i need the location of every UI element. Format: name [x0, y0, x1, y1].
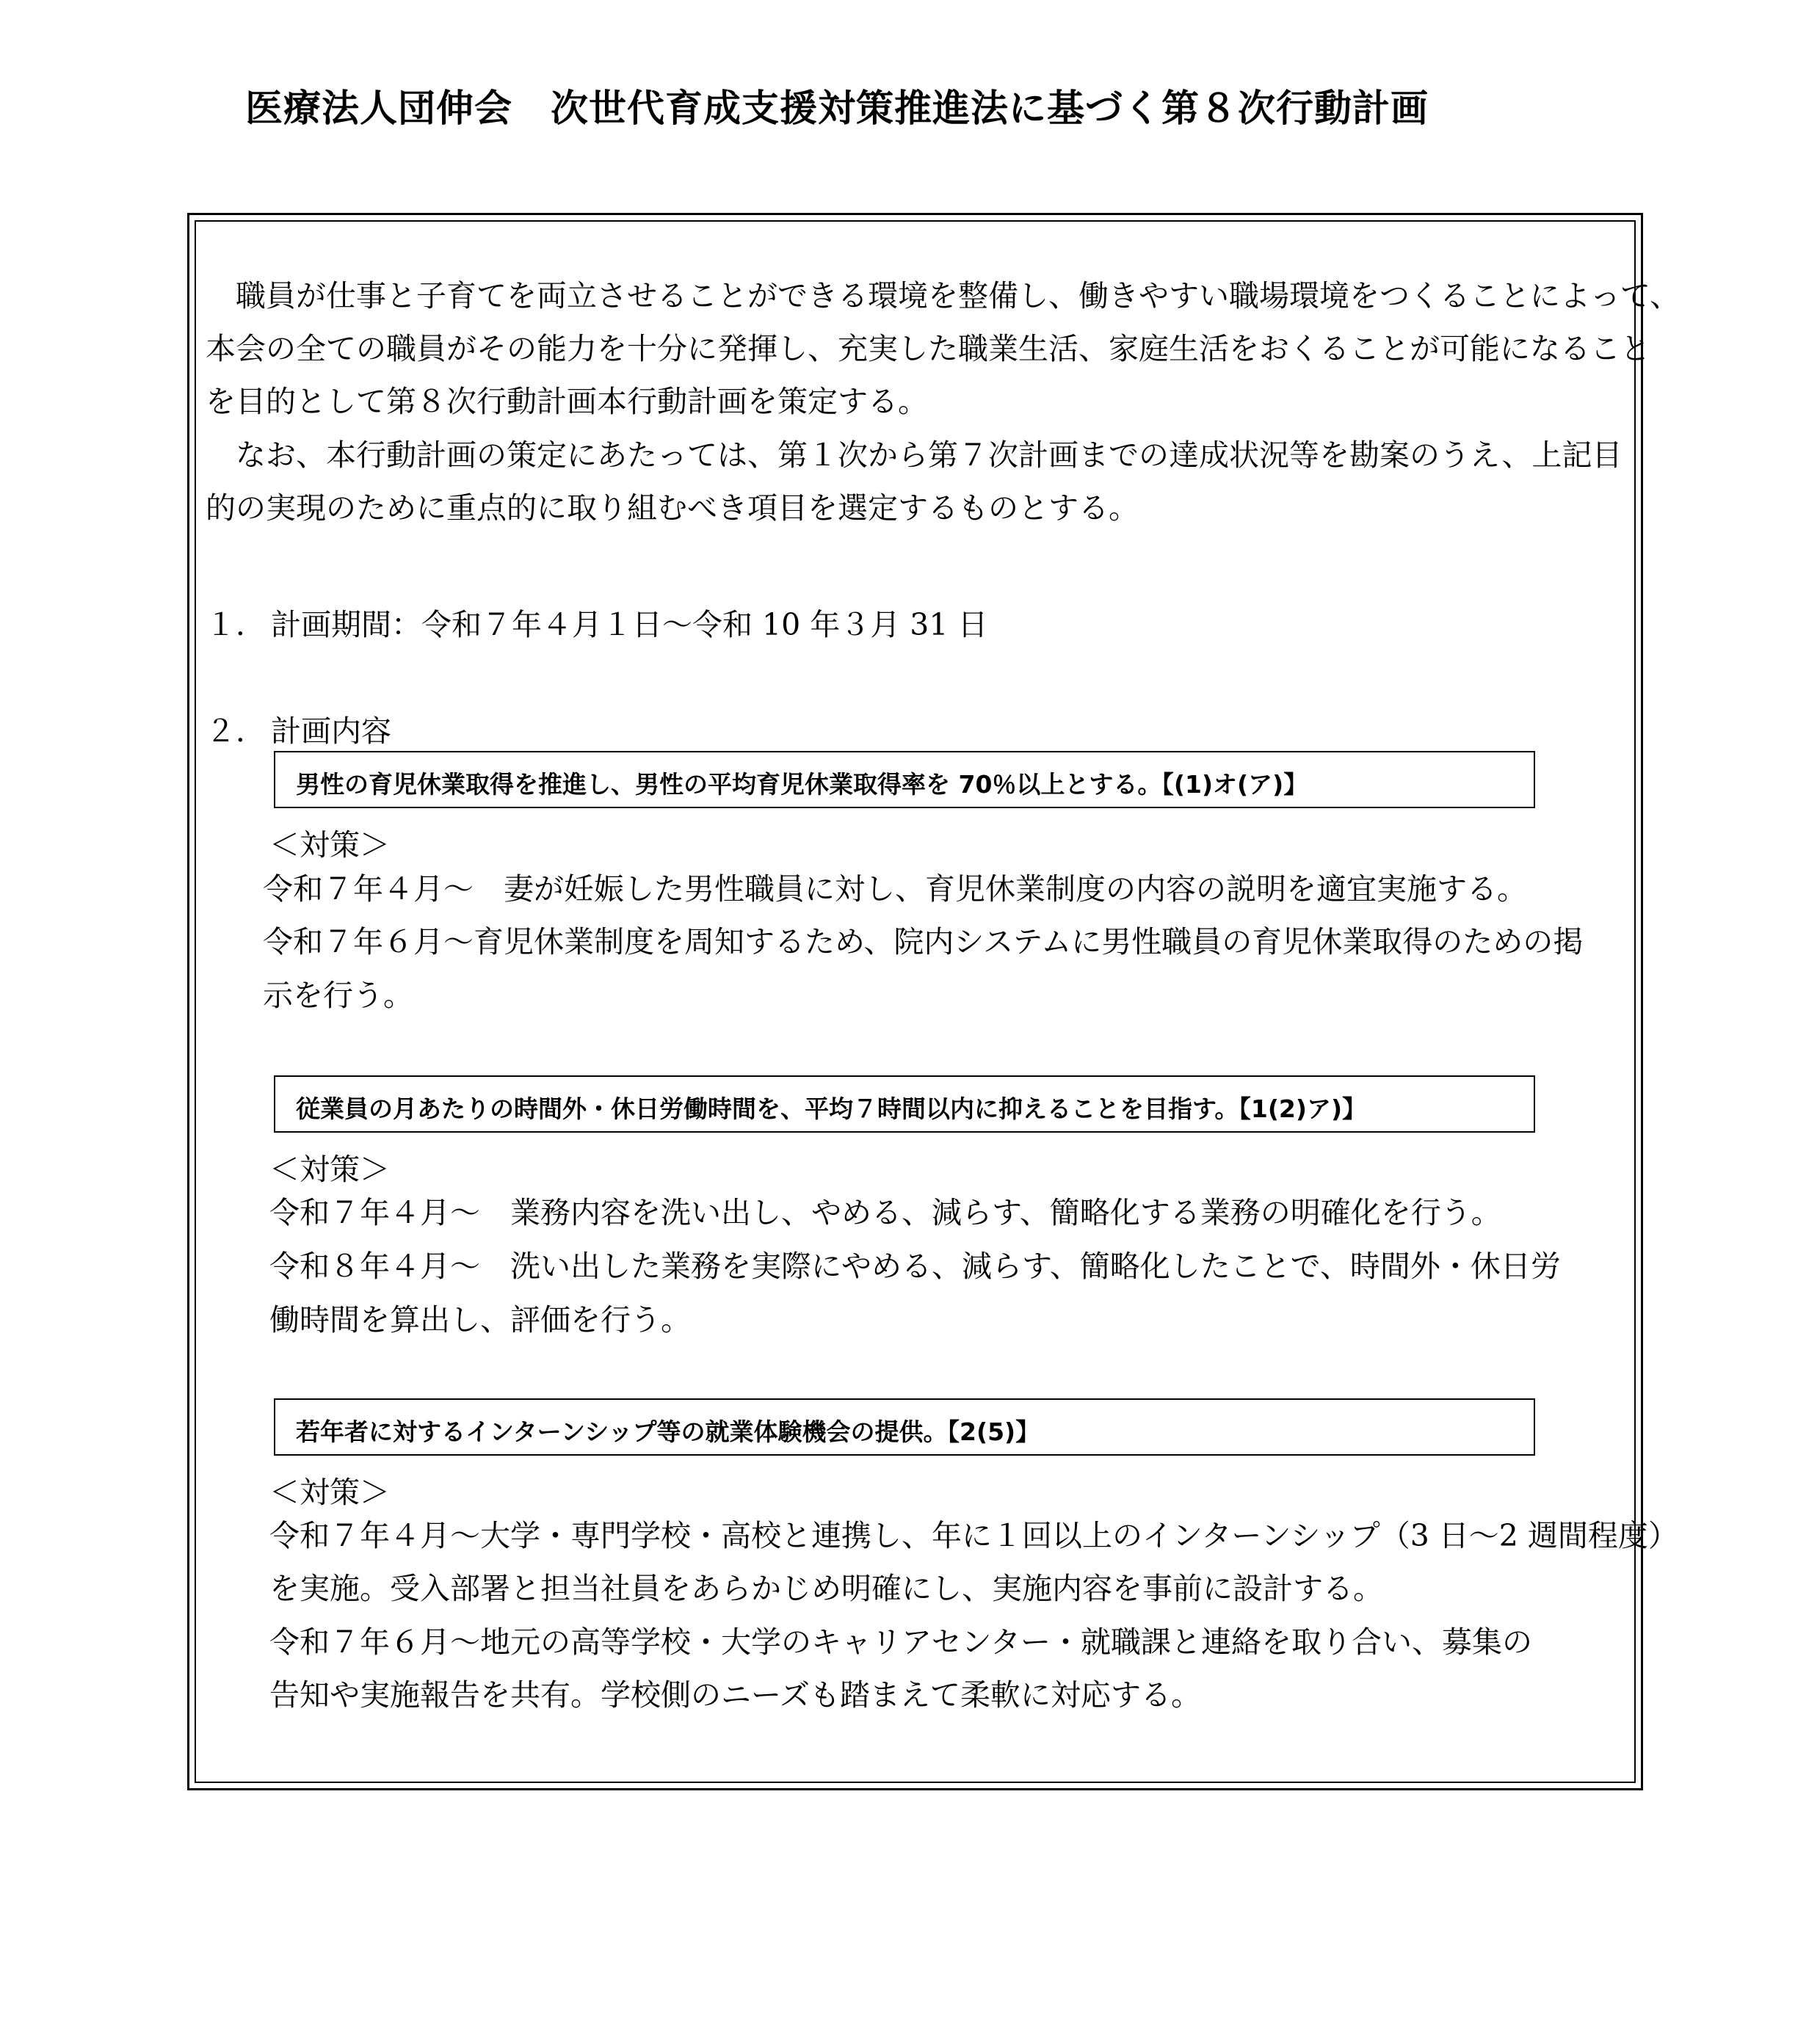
- intro-line: なお、本行動計画の策定にあたっては、第１次から第７次計画までの達成状況等を勘案のうえ、上記目: [236, 437, 1623, 473]
- measure-line: 令和７年４月～ 妻が妊娠した男性職員に対し、育児休業制度の内容の説明を適宜実施する。: [263, 871, 1527, 907]
- goal-title: 若年者に対するインターンシップ等の就業体験機会の提供。【2(5)】: [296, 1417, 1040, 1446]
- intro-line: 本会の全ての職員がその能力を十分に発揮し、充実した職業生活、家庭生活をおくることが可能になること: [206, 331, 1650, 366]
- measures-label: ＜対策＞: [269, 1475, 390, 1510]
- section-number: １．: [206, 607, 266, 642]
- goal-title: 従業員の月あたりの時間外・休日労働時間を、平均７時間以内に抑えることを目指す。【1(2)ア)】: [296, 1094, 1367, 1123]
- measures-label: ＜対策＞: [269, 827, 390, 863]
- measure-line: 示を行う。: [263, 978, 413, 1013]
- measure-line: 令和７年６月～地元の高等学校・大学のキャリアセンター・就職課と連絡を取り合い、募集の: [269, 1624, 1532, 1660]
- intro-line: 職員が仕事と子育てを両立させることができる環境を整備し、働きやすい職場環境をつくることによって、: [236, 278, 1681, 313]
- plan-period: 計画期間：令和７年４月１日～令和 10 年３月 31 日: [271, 607, 988, 642]
- measure-line: 働時間を算出し、評価を行う。: [269, 1302, 691, 1337]
- measure-line: 令和７年６月～育児休業制度を周知するため、院内システムに男性職員の育児休業取得のための掲: [263, 924, 1584, 959]
- intro-line: 的の実現のために重点的に取り組むべき項目を選定するものとする。: [206, 490, 1139, 526]
- goal-box: [274, 1075, 1535, 1133]
- plan-content-heading: 計画内容: [271, 714, 391, 749]
- section-number: ２．: [206, 714, 266, 749]
- measure-line: 告知や実施報告を共有。学校側のニーズも踏まえて柔軟に対応する。: [269, 1677, 1201, 1713]
- measure-line: 令和８年４月～ 洗い出した業務を実際にやめる、減らす、簡略化したことで、時間外・休日労: [269, 1249, 1561, 1284]
- goal-box: [274, 751, 1535, 808]
- document-title: 医療法人団伸会 次世代育成支援対策推進法に基づく第８次行動計画: [245, 87, 1429, 131]
- measure-line: 令和７年４月～ 業務内容を洗い出し、やめる、減らす、簡略化する業務の明確化を行う。: [269, 1195, 1501, 1230]
- goal-box: [274, 1398, 1535, 1456]
- intro-line: を目的として第８次行動計画本行動計画を策定する。: [206, 384, 928, 419]
- measure-line: 令和７年４月～大学・専門学校・高校と連携し、年に１回以上のインターンシップ（3 日～2 週間程度）: [269, 1518, 1678, 1553]
- measure-line: を実施。受入部署と担当社員をあらかじめ明確にし、実施内容を事前に設計する。: [269, 1571, 1383, 1606]
- goal-title: 男性の育児休業取得を推進し、男性の平均育児休業取得率を 70％以上とする。【(1)オ(ア)】: [296, 770, 1308, 799]
- measures-label: ＜対策＞: [269, 1152, 390, 1187]
